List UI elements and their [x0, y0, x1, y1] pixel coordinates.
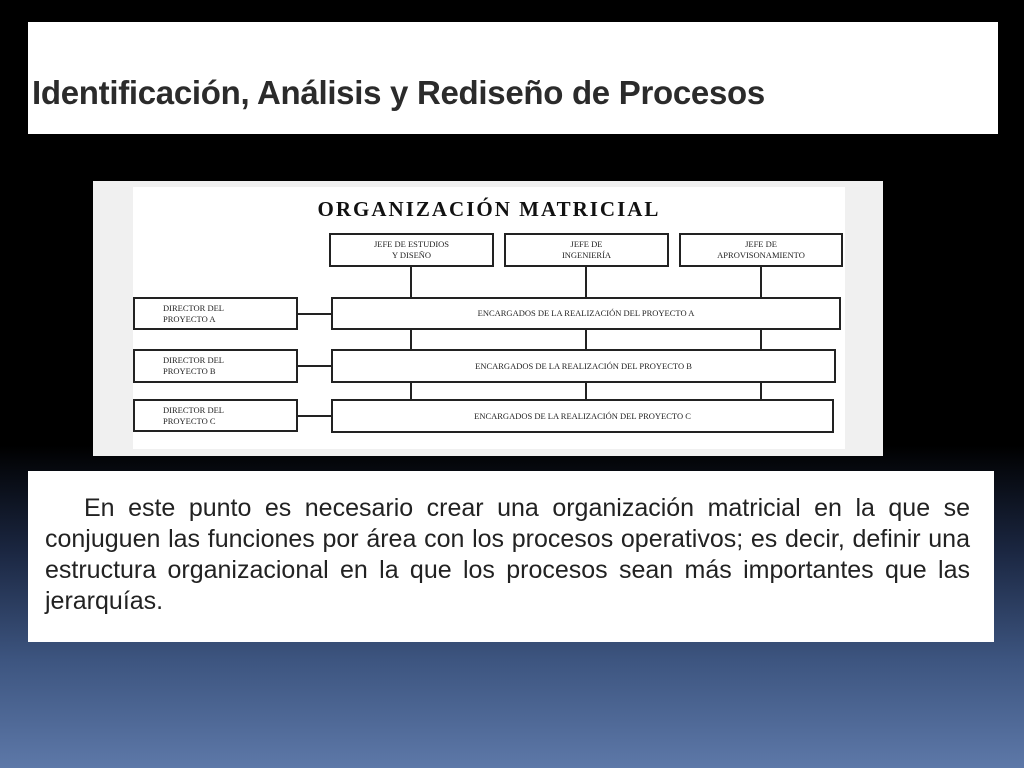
director-proyecto-b: DIRECTOR DEL PROYECTO B: [133, 349, 298, 383]
org-chart: [133, 187, 845, 449]
connector-line: [298, 313, 332, 315]
connector-line: [760, 267, 762, 297]
connector-line: [298, 365, 332, 367]
org-chart-image: [93, 181, 883, 456]
description-panel: [28, 471, 994, 642]
org-chart-title: ORGANIZACIÓN MATRICIAL: [317, 197, 661, 221]
team-proyecto-c: ENCARGADOS DE LA REALIZACIÓN DEL PROYECTO C: [331, 399, 834, 433]
connector-line: [760, 330, 762, 349]
connector-line: [410, 330, 412, 349]
connector-line: [585, 267, 587, 297]
connector-line: [410, 267, 412, 297]
connector-line: [410, 383, 412, 399]
director-proyecto-a: DIRECTOR DEL PROYECTO A: [133, 297, 298, 330]
team-proyecto-a: ENCARGADOS DE LA REALIZACIÓN DEL PROYECTO A: [331, 297, 841, 330]
area-head-ingenieria: JEFE DE INGENIERÍA: [504, 233, 669, 267]
area-head-estudios-diseno: JEFE DE ESTUDIOS Y DISEÑO: [329, 233, 494, 267]
director-proyecto-c: DIRECTOR DEL PROYECTO C: [133, 399, 298, 432]
slide-title: Identificación, Análisis y Rediseño de Procesos: [32, 74, 765, 111]
connector-line: [585, 330, 587, 349]
description-paragraph: En este punto es necesario crear una organización matricial en la que se conjuguen las funciones por área con los procesos operativos; es decir, definir una estructura organizacional en la que los procesos sean más importantes que las jerarquías.: [45, 494, 970, 615]
team-proyecto-b: ENCARGADOS DE LA REALIZACIÓN DEL PROYECTO B: [331, 349, 836, 383]
area-head-aprovisionamiento: JEFE DE APROVISONAMIENTO: [679, 233, 843, 267]
slide-title-panel: [28, 22, 998, 134]
connector-line: [585, 383, 587, 399]
connector-line: [298, 415, 332, 417]
connector-line: [760, 383, 762, 399]
